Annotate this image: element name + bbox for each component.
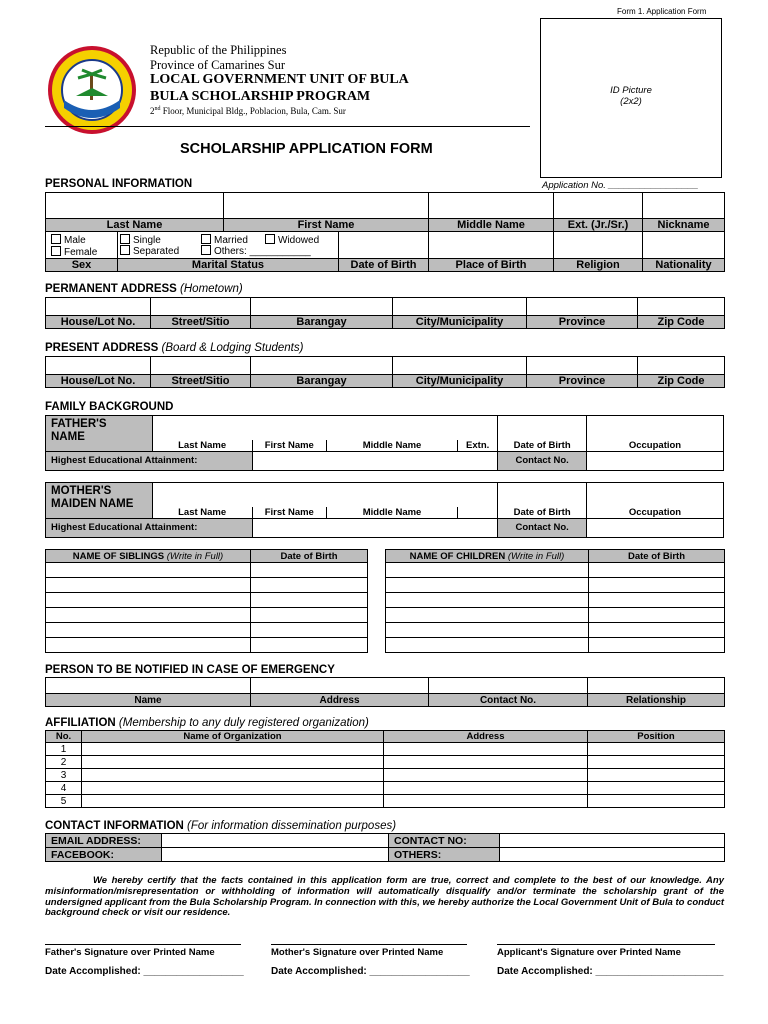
father-contact-label: Contact No. [498,451,587,470]
ext-label: Ext. (Jr./Sr.) [554,219,643,232]
affiliation-address-field[interactable] [384,756,588,769]
mother-contact-field[interactable] [586,518,723,537]
sibling-name-field[interactable] [46,623,251,638]
name-table [45,192,725,232]
perm-house-label: House/Lot No. [46,316,151,329]
pres-province-label: Province [527,375,638,388]
emergency-name-label: Name [46,694,251,707]
pres-city-label: City/Municipality [393,375,527,388]
mother-first-name-label: First Name [252,507,327,519]
sibling-dob-field[interactable] [251,578,368,593]
email-label: EMAIL ADDRESS: [46,834,162,848]
father-first-name-label: First Name [252,440,327,452]
perm-street-label: Street/Sitio [151,316,251,329]
marital-option-married[interactable]: Married [201,234,248,246]
pres-street-label: Street/Sitio [151,375,251,388]
affiliation-position-field[interactable] [588,743,725,756]
father-contact-field[interactable] [586,451,723,470]
sibling-name-field[interactable] [46,563,251,578]
sibling-dob-field[interactable] [251,638,368,653]
religion-label: Religion [554,259,643,272]
others-field[interactable] [500,848,725,862]
affiliation-row-number: 4 [46,782,82,795]
sex-label: Sex [46,259,118,272]
marital-option-single[interactable]: Single [120,234,161,246]
mother-dob-field[interactable] [498,483,587,507]
permanent-address-heading: PERMANENT ADDRESS (Hometown) [45,283,243,295]
date-of-birth-field[interactable] [339,232,429,259]
contact-no-label: CONTACT NO: [389,834,500,848]
contact-table [45,833,725,862]
mother-occupation-label: Occupation [586,507,723,519]
header-rule [45,126,530,127]
affiliation-heading: AFFILIATION (Membership to any duly registered organization) [45,717,369,729]
affiliation-table [45,730,725,808]
father-dob-field[interactable] [498,416,587,440]
place-of-birth-label: Place of Birth [429,259,554,272]
perm-zip-field[interactable] [638,298,725,316]
affiliation-position-field[interactable] [588,756,725,769]
perm-house-field[interactable] [46,298,151,316]
middle-name-field[interactable] [429,193,554,219]
nationality-field[interactable] [643,232,725,259]
affiliation-row-number: 1 [46,743,82,756]
sibling-dob-field[interactable] [251,593,368,608]
sex-option-male[interactable]: Male [51,234,117,246]
child-name-field[interactable] [386,593,589,608]
header-address: 2nd Floor, Municipal Bldg., Poblacion, Bula, Cam. Sur [150,106,346,116]
child-name-field[interactable] [386,578,589,593]
middle-name-label: Middle Name [429,219,554,232]
date-of-birth-label: Date of Birth [339,259,429,272]
perm-zip-label: Zip Code [638,316,725,329]
father-education-field[interactable] [252,451,498,470]
mother-table [45,482,724,538]
children-table [385,549,725,653]
applicant-date-accomplished[interactable]: Date Accomplished: _______________________ [497,966,724,977]
mother-middle-name-label: Middle Name [327,507,458,519]
present-address-heading: PRESENT ADDRESS (Board & Lodging Students) [45,342,304,354]
siblings-dob-header: Date of Birth [251,550,368,563]
father-extn-label: Extn. [458,440,498,452]
first-name-field[interactable] [224,193,429,219]
pres-city-field[interactable] [393,357,527,375]
mother-contact-label: Contact No. [498,518,587,537]
id-picture-box [540,18,722,178]
sibling-dob-field[interactable] [251,563,368,578]
father-table [45,415,724,471]
header-province: Province of Camarines Sur [150,58,286,72]
father-occupation-label: Occupation [586,440,723,452]
applicant-signature-line[interactable]: Applicant's Signature over Printed Name [497,944,715,958]
child-name-field[interactable] [386,563,589,578]
first-name-label: First Name [224,219,429,232]
pres-house-label: House/Lot No. [46,375,151,388]
affiliation-row-number: 5 [46,795,82,808]
siblings-table [45,549,368,653]
affiliation-address-field[interactable] [384,782,588,795]
perm-street-field[interactable] [151,298,251,316]
checkbox-icon [201,245,211,255]
affiliation-org-field[interactable] [82,795,384,808]
child-dob-field[interactable] [589,578,725,593]
children-dob-header: Date of Birth [589,550,725,563]
nationality-label: Nationality [643,259,725,272]
affiliation-row-number: 3 [46,769,82,782]
others-label: OTHERS: [389,848,500,862]
marital-option-separated[interactable]: Separated [120,245,179,257]
affiliation-address-field[interactable] [384,769,588,782]
affiliation-org-header: Name of Organization [82,731,384,743]
child-dob-field[interactable] [589,593,725,608]
contact-no-field[interactable] [500,834,725,848]
affiliation-address-field[interactable] [384,743,588,756]
place-of-birth-field[interactable] [429,232,554,259]
father-middle-name-label: Middle Name [327,440,458,452]
checkbox-icon [51,246,61,256]
affiliation-org-field[interactable] [82,756,384,769]
siblings-header: NAME OF SIBLINGS (Write in Full) [46,550,251,563]
father-name-label: FATHER'S NAME [46,416,153,452]
marital-option-others[interactable]: Others: ___________ [201,245,311,257]
child-dob-field[interactable] [589,563,725,578]
header-lgu: LOCAL GOVERNMENT UNIT OF BULA [150,72,409,87]
pres-province-field[interactable] [527,357,638,375]
family-background-heading: FAMILY BACKGROUND [45,401,174,413]
header-country: Republic of the Philippines [150,43,287,57]
child-name-field[interactable] [386,623,589,638]
contact-info-heading: CONTACT INFORMATION (For information dissemination purposes) [45,820,397,832]
emergency-contact-label: Contact No. [429,694,588,707]
id-picture-size: (2x2) [620,96,642,107]
last-name-field[interactable] [46,193,224,219]
checkbox-icon [51,234,61,244]
child-name-field[interactable] [386,638,589,653]
emergency-heading: PERSON TO BE NOTIFIED IN CASE OF EMERGENCY [45,664,335,676]
father-name-field[interactable] [152,416,498,440]
page-title: SCHOLARSHIP APPLICATION FORM [180,141,433,157]
header-program: BULA SCHOLARSHIP PROGRAM [150,89,371,104]
child-name-field[interactable] [386,608,589,623]
mother-occupation-field[interactable] [586,483,723,507]
sex-options [46,232,118,259]
nickname-label: Nickname [643,219,725,232]
mother-name-field[interactable] [152,483,498,507]
form-code: Form 1. Application Form [617,7,707,16]
mother-last-name-label: Last Name [152,507,252,519]
application-number: Application No. _________________ [542,180,699,191]
emergency-relationship-label: Relationship [588,694,725,707]
father-occupation-field[interactable] [586,416,723,440]
checkbox-icon [265,234,275,244]
children-header: NAME OF CHILDREN (Write in Full) [386,550,589,563]
perm-city-field[interactable] [393,298,527,316]
emergency-address-field[interactable] [251,678,429,694]
pres-barangay-label: Barangay [251,375,393,388]
mother-name-label: MOTHER'S MAIDEN NAME [46,483,153,519]
ext-field[interactable] [554,193,643,219]
personal-info-heading: PERSONAL INFORMATION [45,178,193,190]
checkbox-icon [201,234,211,244]
affiliation-no-header: No. [46,731,82,743]
marital-status-label: Marital Status [118,259,339,272]
emergency-name-field[interactable] [46,678,251,694]
father-last-name-label: Last Name [152,440,252,452]
sibling-name-field[interactable] [46,608,251,623]
facebook-field[interactable] [162,848,389,862]
pres-zip-label: Zip Code [638,375,725,388]
emergency-contact-field[interactable] [429,678,588,694]
permanent-address-table [45,297,725,329]
perm-province-label: Province [527,316,638,329]
perm-city-label: City/Municipality [393,316,527,329]
checkbox-icon [120,234,130,244]
mother-date-accomplished[interactable]: Date Accomplished: __________________ [271,966,470,977]
affiliation-org-field[interactable] [82,782,384,795]
religion-field[interactable] [554,232,643,259]
affiliation-position-field[interactable] [588,782,725,795]
emergency-table [45,677,725,707]
marital-options [118,232,339,259]
pres-street-field[interactable] [151,357,251,375]
affiliation-address-field[interactable] [384,795,588,808]
affiliation-org-field[interactable] [82,743,384,756]
sibling-dob-field[interactable] [251,623,368,638]
email-field[interactable] [162,834,389,848]
mother-education-field[interactable] [252,518,498,537]
child-dob-field[interactable] [589,608,725,623]
mother-signature-line[interactable]: Mother's Signature over Printed Name [271,944,467,958]
sibling-name-field[interactable] [46,593,251,608]
checkbox-icon [120,245,130,255]
father-signature-line[interactable]: Father's Signature over Printed Name [45,944,241,958]
sibling-name-field[interactable] [46,638,251,653]
affiliation-position-header: Position [588,731,725,743]
father-date-accomplished[interactable]: Date Accomplished: __________________ [45,966,244,977]
mother-dob-label: Date of Birth [498,507,587,519]
pres-house-field[interactable] [46,357,151,375]
perm-province-field[interactable] [527,298,638,316]
perm-barangay-label: Barangay [251,316,393,329]
affiliation-row-number: 2 [46,756,82,769]
child-dob-field[interactable] [589,638,725,653]
present-address-table [45,356,725,388]
bula-seal-icon [46,44,138,136]
sibling-name-field[interactable] [46,578,251,593]
sex-option-female[interactable]: Female [51,246,117,258]
last-name-label: Last Name [46,219,224,232]
personal-details-table [45,231,725,272]
emergency-address-label: Address [251,694,429,707]
emergency-relationship-field[interactable] [588,678,725,694]
id-picture-label: ID Picture [610,85,652,96]
marital-option-widowed[interactable]: Widowed [265,234,319,246]
sibling-dob-field[interactable] [251,608,368,623]
mother-education-label: Highest Educational Attainment: [46,518,253,537]
father-education-label: Highest Educational Attainment: [46,451,253,470]
affiliation-position-field[interactable] [588,795,725,808]
child-dob-field[interactable] [589,623,725,638]
pres-zip-field[interactable] [638,357,725,375]
facebook-label: FACEBOOK: [46,848,162,862]
father-dob-label: Date of Birth [498,440,587,452]
nickname-field[interactable] [643,193,725,219]
pres-barangay-field[interactable] [251,357,393,375]
perm-barangay-field[interactable] [251,298,393,316]
affiliation-address-header: Address [384,731,588,743]
certification-text: We hereby certify that the facts contained in this application form are true, correct and complete to the best of our knowledge. Any misinformation/misrepresentation or withholding of information will automatically disqualify and/or terminate the scholarship grant of the undersigned applicant from the Bula Scholarship Program. In connection with this, we hereby authorize the Local Government Unit of Bula to conduct background check or visit our residence. [45,875,724,919]
affiliation-position-field[interactable] [588,769,725,782]
affiliation-org-field[interactable] [82,769,384,782]
